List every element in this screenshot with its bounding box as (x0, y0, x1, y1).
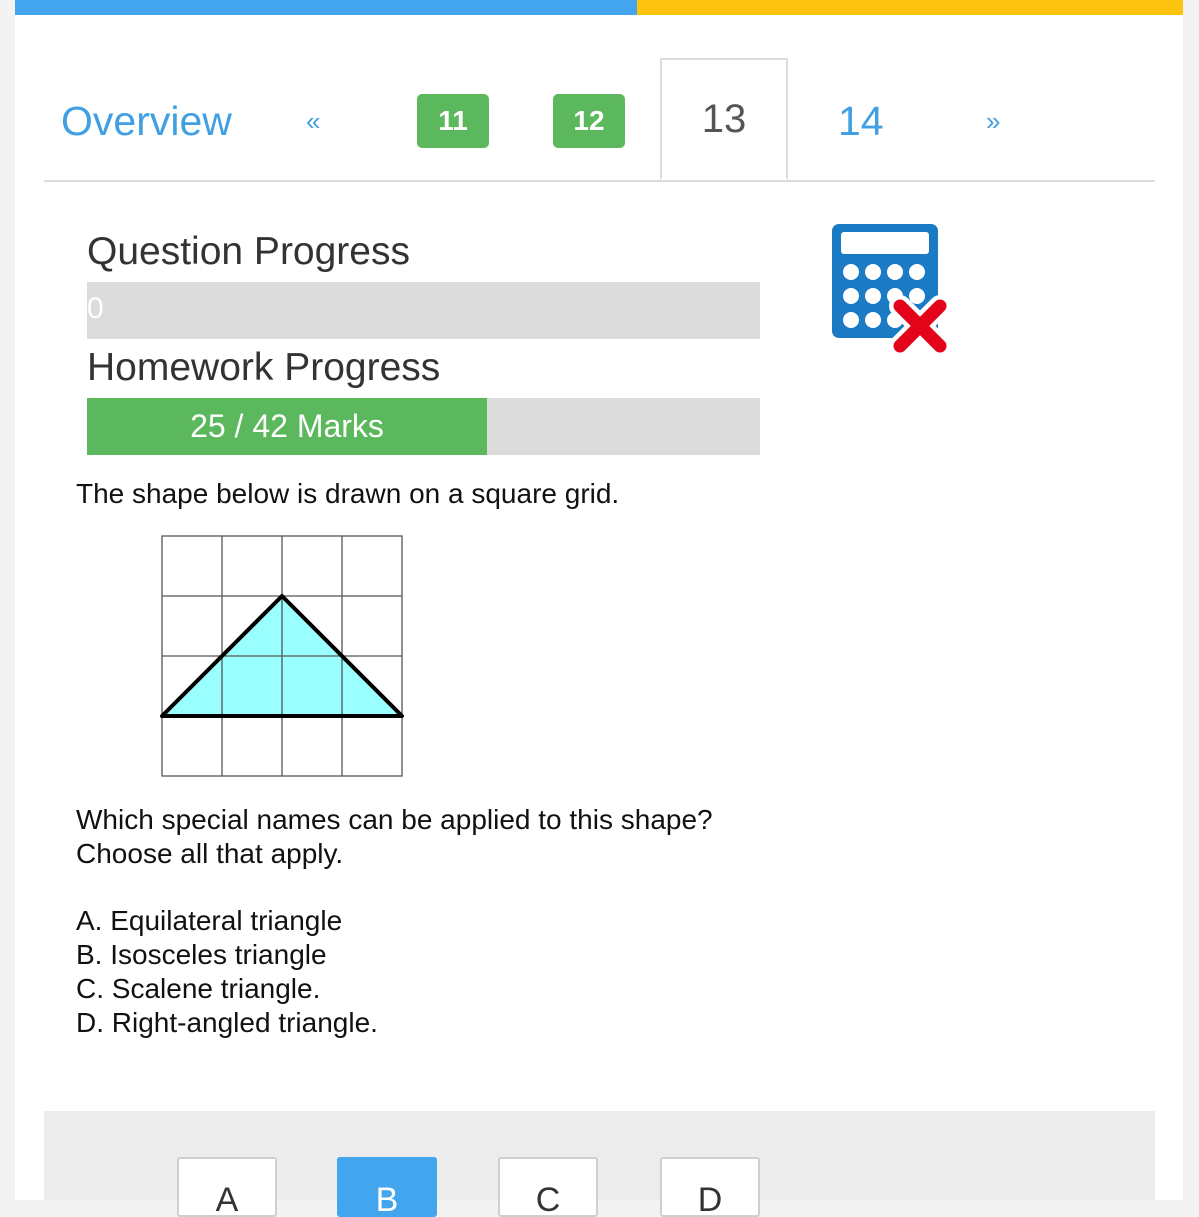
tab-next-arrow[interactable]: » (986, 106, 1001, 136)
top-bar-yellow (637, 0, 1183, 15)
tab-12-completed[interactable]: 12 (553, 94, 625, 148)
question-intro: The shape below is drawn on a square grid. (76, 478, 620, 509)
answer-button-d[interactable]: D (660, 1157, 760, 1217)
tab-13-active[interactable]: 13 (660, 58, 788, 180)
homework-card (15, 0, 1183, 1217)
answer-button-b[interactable]: B (337, 1157, 437, 1217)
question-progress-title: Question Progress (87, 230, 410, 273)
square-grid-figure (160, 534, 405, 779)
question-progress-bar (87, 282, 760, 339)
tab-14[interactable]: 14 (838, 98, 884, 144)
calculator-not-allowed-icon (830, 222, 955, 357)
top-bar-blue (15, 0, 637, 15)
option-b-text: B. Isosceles triangle (76, 939, 327, 970)
question-prompt-line1: Which special names can be applied to this shape? (76, 804, 713, 835)
top-color-bar (15, 0, 1183, 15)
tab-11-completed[interactable]: 11 (417, 94, 489, 148)
answer-button-c[interactable]: C (498, 1157, 598, 1217)
homework-progress-label: 25 / 42 Marks (190, 408, 384, 444)
answer-area (44, 1111, 1155, 1217)
answer-button-a[interactable]: A (177, 1157, 277, 1217)
tab-overview[interactable]: Overview (61, 98, 232, 144)
question-prompt-line2: Choose all that apply. (76, 838, 344, 869)
question-progress-value: 0 (87, 292, 104, 325)
homework-progress-bar (87, 398, 760, 455)
tab-prev-arrow[interactable]: « (306, 106, 321, 136)
option-d-text: D. Right-angled triangle. (76, 1007, 378, 1038)
question-tabs (44, 58, 1155, 182)
option-c-text: C. Scalene triangle. (76, 973, 321, 1004)
option-a-text: A. Equilateral triangle (76, 905, 343, 936)
homework-progress-title: Homework Progress (87, 346, 441, 389)
